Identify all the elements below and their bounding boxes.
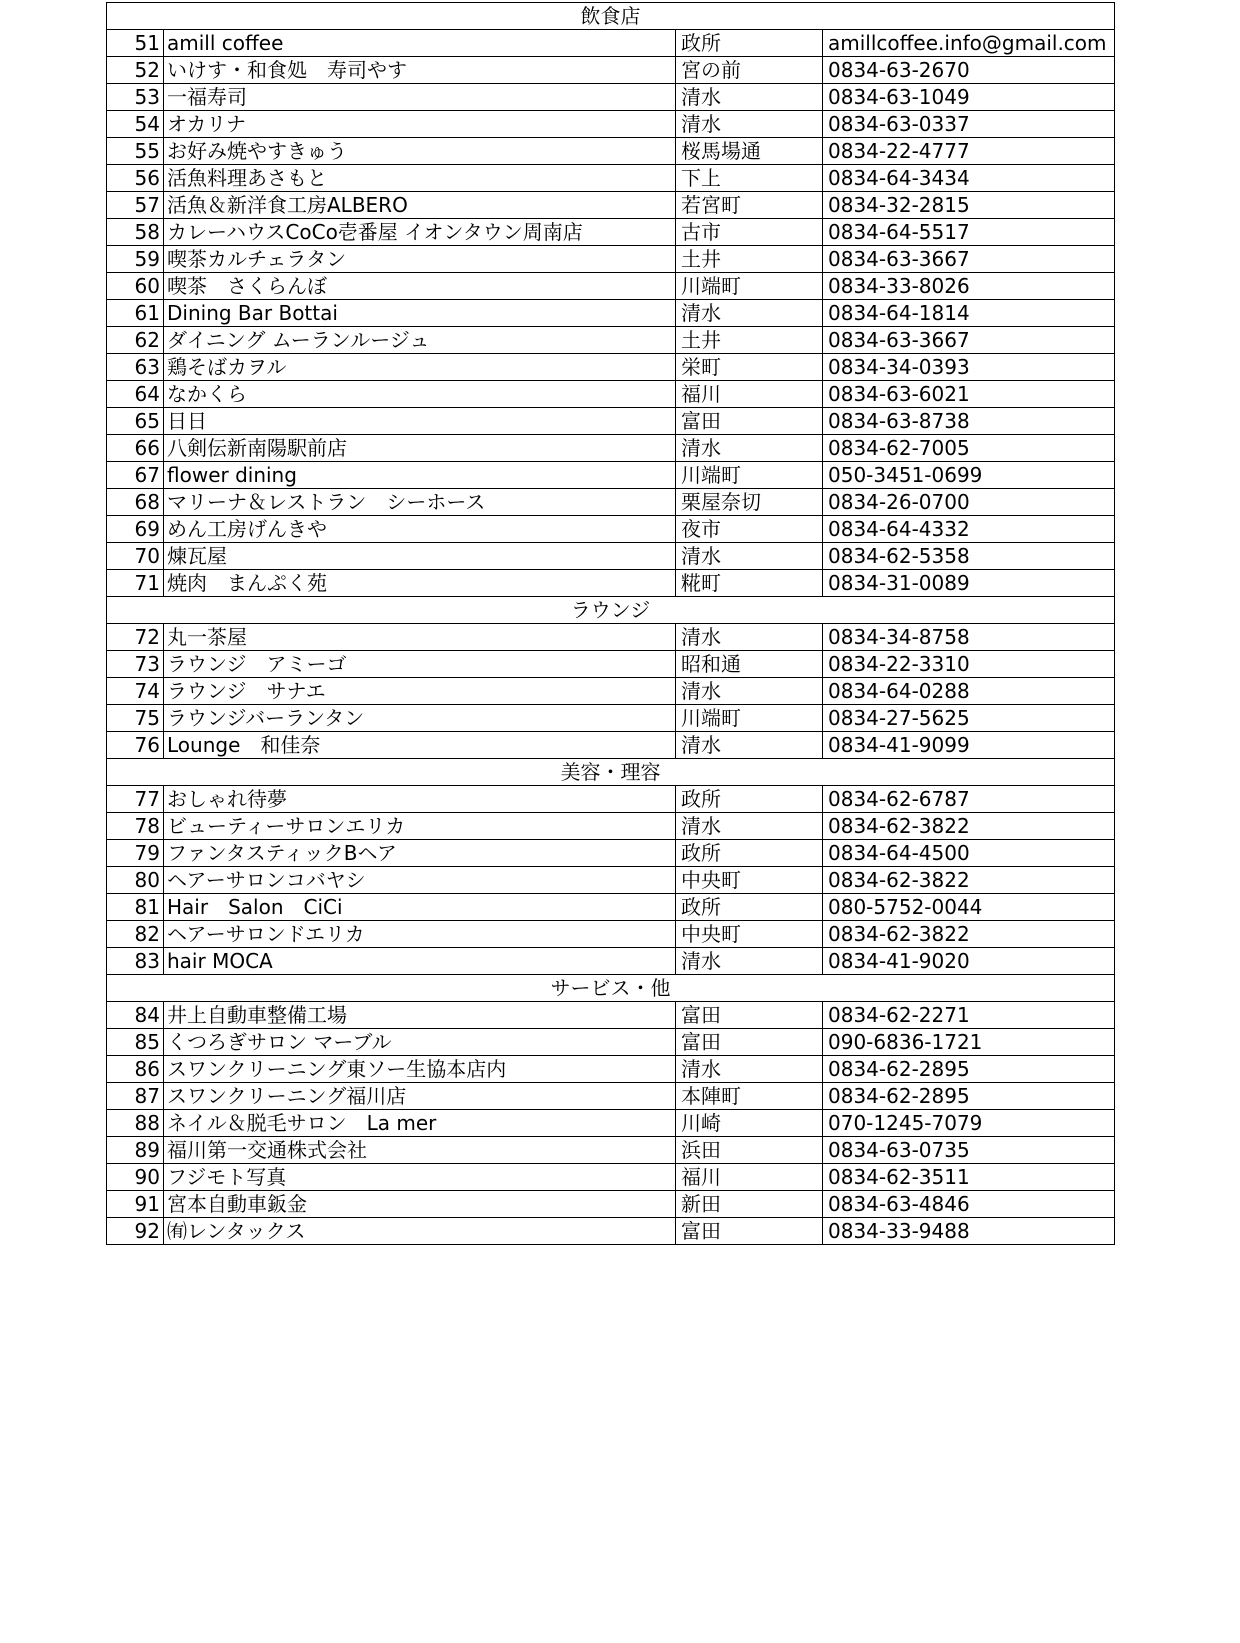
contact-info: 0834-64-0288 — [823, 678, 1115, 705]
row-number: 82 — [107, 921, 164, 948]
business-name: 活魚＆新洋食工房ALBERO — [164, 192, 676, 219]
row-number: 63 — [107, 354, 164, 381]
row-number: 87 — [107, 1083, 164, 1110]
row-number: 84 — [107, 1002, 164, 1029]
business-name: なかくら — [164, 381, 676, 408]
table-row — [107, 732, 1115, 759]
area-name: 清水 — [676, 732, 823, 759]
row-number: 55 — [107, 138, 164, 165]
area-name: 宮の前 — [676, 57, 823, 84]
business-name: ヘアーサロンコバヤシ — [164, 867, 676, 894]
table-row — [107, 489, 1115, 516]
row-number: 61 — [107, 300, 164, 327]
business-name: 焼肉 まんぷく苑 — [164, 570, 676, 597]
table-row — [107, 1164, 1115, 1191]
row-number: 83 — [107, 948, 164, 975]
contact-info: 0834-62-3511 — [823, 1164, 1115, 1191]
row-number: 51 — [107, 30, 164, 57]
area-name: 栄町 — [676, 354, 823, 381]
directory-table — [106, 2, 1115, 1245]
area-name: 古市 — [676, 219, 823, 246]
business-name: 井上自動車整備工場 — [164, 1002, 676, 1029]
business-name: flower dining — [164, 462, 676, 489]
area-name: 川崎 — [676, 1110, 823, 1137]
area-name: 夜市 — [676, 516, 823, 543]
area-name: 福川 — [676, 381, 823, 408]
row-number: 86 — [107, 1056, 164, 1083]
table-row — [107, 894, 1115, 921]
row-number: 52 — [107, 57, 164, 84]
contact-info: 0834-64-5517 — [823, 219, 1115, 246]
area-name: 栗屋奈切 — [676, 489, 823, 516]
table-row — [107, 111, 1115, 138]
business-name: 活魚料理あさもと — [164, 165, 676, 192]
section-header-row — [107, 759, 1115, 786]
contact-info: 0834-63-4846 — [823, 1191, 1115, 1218]
row-number: 65 — [107, 408, 164, 435]
row-number: 85 — [107, 1029, 164, 1056]
row-number: 67 — [107, 462, 164, 489]
area-name: 若宮町 — [676, 192, 823, 219]
row-number: 62 — [107, 327, 164, 354]
section-title: サービス・他 — [107, 975, 1115, 1002]
business-name: ラウンジバーランタン — [164, 705, 676, 732]
table-row — [107, 813, 1115, 840]
contact-info: 0834-63-3667 — [823, 246, 1115, 273]
section-header-row — [107, 3, 1115, 30]
row-number: 56 — [107, 165, 164, 192]
area-name: 新田 — [676, 1191, 823, 1218]
contact-info: 0834-32-2815 — [823, 192, 1115, 219]
contact-info: 070-1245-7079 — [823, 1110, 1115, 1137]
area-name: 桜馬場通 — [676, 138, 823, 165]
table-row — [107, 1056, 1115, 1083]
area-name: 富田 — [676, 1002, 823, 1029]
section-title: ラウンジ — [107, 597, 1115, 624]
contact-info: 0834-63-1049 — [823, 84, 1115, 111]
contact-info: 0834-63-0735 — [823, 1137, 1115, 1164]
contact-info: 0834-41-9020 — [823, 948, 1115, 975]
table-row — [107, 273, 1115, 300]
table-row — [107, 1218, 1115, 1245]
contact-info: 0834-33-9488 — [823, 1218, 1115, 1245]
contact-info: 0834-62-3822 — [823, 921, 1115, 948]
contact-info: 0834-62-6787 — [823, 786, 1115, 813]
contact-info: 0834-63-3667 — [823, 327, 1115, 354]
area-name: 川端町 — [676, 705, 823, 732]
business-name: ラウンジ アミーゴ — [164, 651, 676, 678]
contact-info: 0834-62-2895 — [823, 1056, 1115, 1083]
contact-info: 0834-34-0393 — [823, 354, 1115, 381]
business-name: めん工房げんきや — [164, 516, 676, 543]
row-number: 54 — [107, 111, 164, 138]
business-name: ラウンジ サナエ — [164, 678, 676, 705]
table-row — [107, 624, 1115, 651]
row-number: 75 — [107, 705, 164, 732]
table-row — [107, 651, 1115, 678]
area-name: 昭和通 — [676, 651, 823, 678]
contact-info: 0834-64-4500 — [823, 840, 1115, 867]
business-name: ビューティーサロンエリカ — [164, 813, 676, 840]
contact-info: 0834-64-1814 — [823, 300, 1115, 327]
contact-info: 0834-63-2670 — [823, 57, 1115, 84]
area-name: 中央町 — [676, 867, 823, 894]
table-row — [107, 543, 1115, 570]
business-name: おしゃれ待夢 — [164, 786, 676, 813]
contact-info: 0834-41-9099 — [823, 732, 1115, 759]
table-row — [107, 84, 1115, 111]
table-row — [107, 138, 1115, 165]
business-name: 喫茶カルチェラタン — [164, 246, 676, 273]
contact-info: 080-5752-0044 — [823, 894, 1115, 921]
area-name: 土井 — [676, 327, 823, 354]
area-name: 土井 — [676, 246, 823, 273]
business-name: オカリナ — [164, 111, 676, 138]
area-name: 浜田 — [676, 1137, 823, 1164]
area-name: 清水 — [676, 543, 823, 570]
row-number: 58 — [107, 219, 164, 246]
table-row — [107, 921, 1115, 948]
business-name: お好み焼やすきゅう — [164, 138, 676, 165]
section-header-row — [107, 975, 1115, 1002]
business-name: フジモト写真 — [164, 1164, 676, 1191]
business-name: マリーナ＆レストラン シーホース — [164, 489, 676, 516]
table-row — [107, 1110, 1115, 1137]
business-name: Lounge 和佳奈 — [164, 732, 676, 759]
table-row — [107, 192, 1115, 219]
row-number: 66 — [107, 435, 164, 462]
area-name: 清水 — [676, 678, 823, 705]
business-name: 丸一茶屋 — [164, 624, 676, 651]
contact-info: 0834-64-4332 — [823, 516, 1115, 543]
table-row — [107, 1083, 1115, 1110]
business-name: カレーハウスCoCo壱番屋 イオンタウン周南店 — [164, 219, 676, 246]
business-name: ダイニング ムーランルージュ — [164, 327, 676, 354]
business-name: ヘアーサロンドエリカ — [164, 921, 676, 948]
area-name: 清水 — [676, 435, 823, 462]
area-name: 清水 — [676, 1056, 823, 1083]
business-name: ㈲レンタックス — [164, 1218, 676, 1245]
row-number: 60 — [107, 273, 164, 300]
contact-info: 0834-34-8758 — [823, 624, 1115, 651]
table-row — [107, 678, 1115, 705]
row-number: 64 — [107, 381, 164, 408]
row-number: 89 — [107, 1137, 164, 1164]
table-row — [107, 1137, 1115, 1164]
business-name: 八剣伝新南陽駅前店 — [164, 435, 676, 462]
business-name: くつろぎサロン マーブル — [164, 1029, 676, 1056]
directory-table-body — [107, 3, 1115, 1245]
contact-info: 090-6836-1721 — [823, 1029, 1115, 1056]
contact-info: 0834-26-0700 — [823, 489, 1115, 516]
row-number: 72 — [107, 624, 164, 651]
section-title: 美容・理容 — [107, 759, 1115, 786]
row-number: 68 — [107, 489, 164, 516]
contact-info: 0834-22-4777 — [823, 138, 1115, 165]
table-row — [107, 516, 1115, 543]
area-name: 清水 — [676, 300, 823, 327]
contact-info: 0834-62-7005 — [823, 435, 1115, 462]
area-name: 中央町 — [676, 921, 823, 948]
contact-info: 0834-62-3822 — [823, 813, 1115, 840]
area-name: 政所 — [676, 786, 823, 813]
area-name: 富田 — [676, 1218, 823, 1245]
area-name: 富田 — [676, 1029, 823, 1056]
row-number: 91 — [107, 1191, 164, 1218]
row-number: 74 — [107, 678, 164, 705]
contact-info: 0834-62-5358 — [823, 543, 1115, 570]
area-name: 清水 — [676, 111, 823, 138]
table-row — [107, 786, 1115, 813]
contact-info: 0834-62-3822 — [823, 867, 1115, 894]
row-number: 88 — [107, 1110, 164, 1137]
row-number: 76 — [107, 732, 164, 759]
row-number: 71 — [107, 570, 164, 597]
table-row — [107, 300, 1115, 327]
area-name: 本陣町 — [676, 1083, 823, 1110]
table-row — [107, 948, 1115, 975]
business-name: 宮本自動車鈑金 — [164, 1191, 676, 1218]
area-name: 清水 — [676, 624, 823, 651]
table-row — [107, 867, 1115, 894]
row-number: 57 — [107, 192, 164, 219]
table-row — [107, 354, 1115, 381]
table-row — [107, 381, 1115, 408]
area-name: 川端町 — [676, 273, 823, 300]
table-row — [107, 1002, 1115, 1029]
table-row — [107, 462, 1115, 489]
table-row — [107, 327, 1115, 354]
area-name: 政所 — [676, 894, 823, 921]
business-name: 煉瓦屋 — [164, 543, 676, 570]
business-name: スワンクリーニング福川店 — [164, 1083, 676, 1110]
contact-info: 0834-33-8026 — [823, 273, 1115, 300]
business-name: 鶏そばカヲル — [164, 354, 676, 381]
row-number: 73 — [107, 651, 164, 678]
table-row — [107, 219, 1115, 246]
table-row — [107, 30, 1115, 57]
row-number: 78 — [107, 813, 164, 840]
contact-info: 0834-31-0089 — [823, 570, 1115, 597]
contact-info: 0834-63-0337 — [823, 111, 1115, 138]
contact-info: 0834-22-3310 — [823, 651, 1115, 678]
area-name: 福川 — [676, 1164, 823, 1191]
area-name: 政所 — [676, 840, 823, 867]
row-number: 53 — [107, 84, 164, 111]
row-number: 69 — [107, 516, 164, 543]
contact-info: 050-3451-0699 — [823, 462, 1115, 489]
contact-info: 0834-63-6021 — [823, 381, 1115, 408]
business-name: 福川第一交通株式会社 — [164, 1137, 676, 1164]
area-name: 清水 — [676, 948, 823, 975]
area-name: 川端町 — [676, 462, 823, 489]
area-name: 清水 — [676, 84, 823, 111]
contact-info: amillcoffee.info@gmail.com — [823, 30, 1115, 57]
table-row — [107, 57, 1115, 84]
table-row — [107, 840, 1115, 867]
area-name: 下上 — [676, 165, 823, 192]
table-row — [107, 435, 1115, 462]
area-name: 清水 — [676, 813, 823, 840]
row-number: 59 — [107, 246, 164, 273]
row-number: 80 — [107, 867, 164, 894]
business-name: 一福寿司 — [164, 84, 676, 111]
contact-info: 0834-62-2271 — [823, 1002, 1115, 1029]
row-number: 79 — [107, 840, 164, 867]
business-name: hair MOCA — [164, 948, 676, 975]
table-row — [107, 1029, 1115, 1056]
business-name: ファンタスティックBヘア — [164, 840, 676, 867]
row-number: 90 — [107, 1164, 164, 1191]
business-name: amill coffee — [164, 30, 676, 57]
table-row — [107, 705, 1115, 732]
business-name: スワンクリーニング東ソー生協本店内 — [164, 1056, 676, 1083]
contact-info: 0834-27-5625 — [823, 705, 1115, 732]
area-name: 政所 — [676, 30, 823, 57]
row-number: 70 — [107, 543, 164, 570]
area-name: 富田 — [676, 408, 823, 435]
table-row — [107, 165, 1115, 192]
business-name: Hair Salon CiCi — [164, 894, 676, 921]
contact-info: 0834-64-3434 — [823, 165, 1115, 192]
row-number: 77 — [107, 786, 164, 813]
table-row — [107, 246, 1115, 273]
contact-info: 0834-62-2895 — [823, 1083, 1115, 1110]
area-name: 糀町 — [676, 570, 823, 597]
table-row — [107, 570, 1115, 597]
section-header-row — [107, 597, 1115, 624]
row-number: 92 — [107, 1218, 164, 1245]
row-number: 81 — [107, 894, 164, 921]
business-name: いけす・和食処 寿司やす — [164, 57, 676, 84]
section-title: 飲食店 — [107, 3, 1115, 30]
table-row — [107, 408, 1115, 435]
business-name: ネイル＆脱毛サロン La mer — [164, 1110, 676, 1137]
contact-info: 0834-63-8738 — [823, 408, 1115, 435]
business-name: 喫茶 さくらんぼ — [164, 273, 676, 300]
business-name: Dining Bar Bottai — [164, 300, 676, 327]
table-row — [107, 1191, 1115, 1218]
business-name: 日日 — [164, 408, 676, 435]
